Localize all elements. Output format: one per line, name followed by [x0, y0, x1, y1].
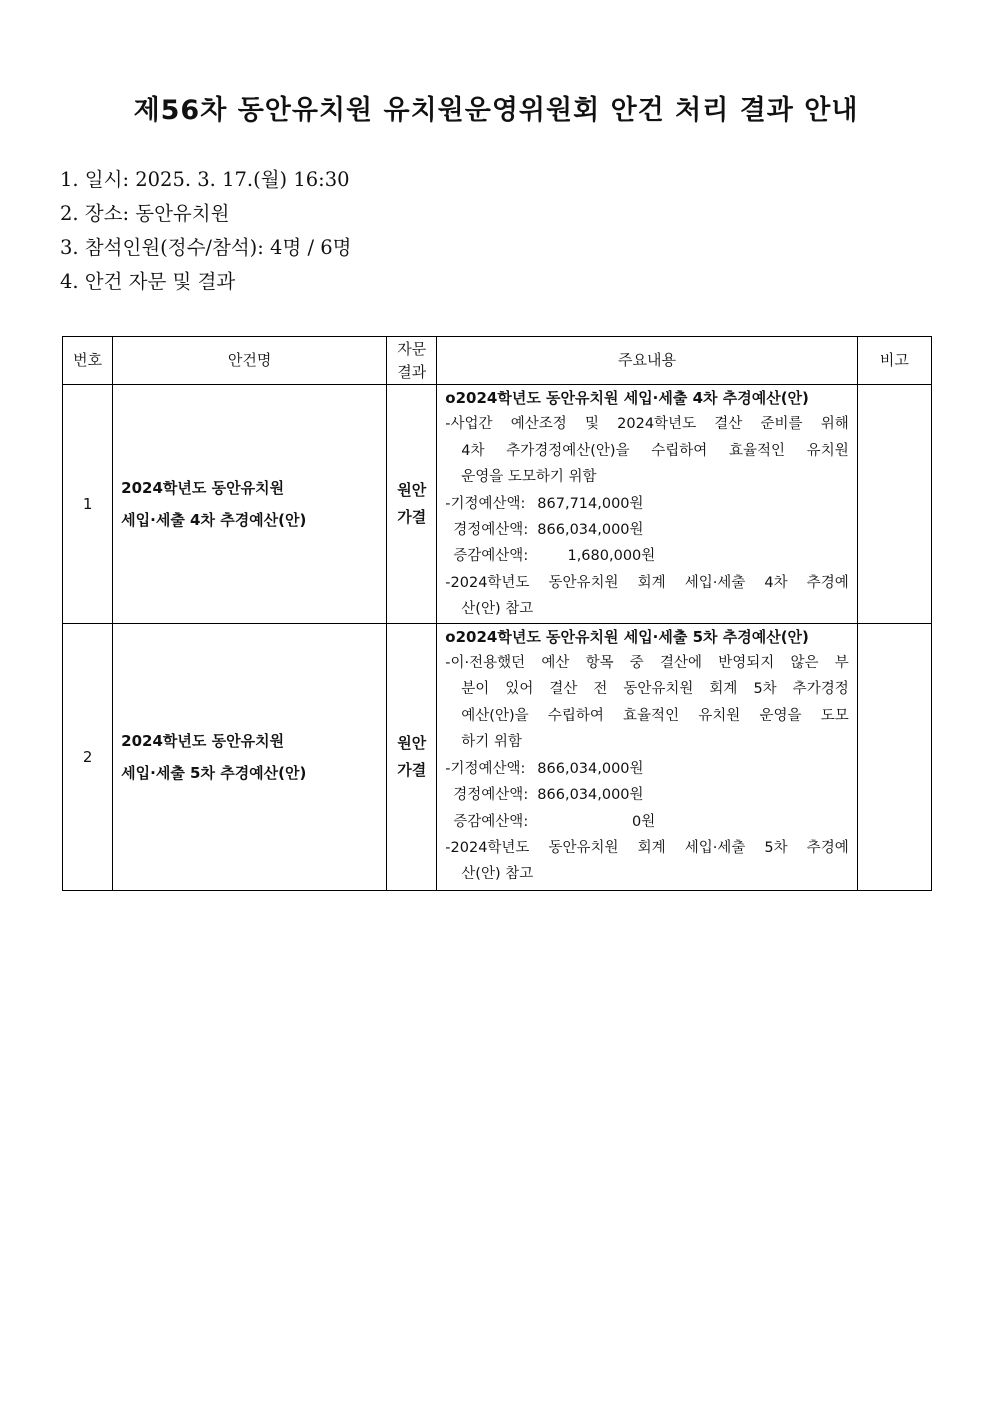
main-purpose-line: 분이 있어 결산 전 동안유치원 회계 5차 추가경정: [461, 681, 849, 698]
header-result-line1: 자문: [397, 339, 427, 358]
row-agenda-name: [113, 623, 387, 890]
agenda-table: [62, 336, 932, 891]
amount-value: 866,034,000원: [537, 760, 644, 777]
agenda-name-line1: 2024학년도 동안유치원: [121, 478, 285, 497]
agenda-name-line2: 세입·세출 4차 추경예산(안): [121, 510, 307, 529]
amount-value: 866,034,000원: [537, 787, 644, 804]
row-note: [857, 385, 931, 624]
row-result: [387, 623, 437, 890]
amount-line: [445, 491, 848, 517]
amount-line: [445, 809, 848, 835]
amount-line: [445, 517, 848, 543]
amount-label: 경정예산액:: [453, 787, 529, 804]
agenda-name-line2: 세입·세출 5차 추경예산(안): [121, 763, 307, 782]
row-no: 2: [63, 623, 113, 890]
info-agenda: 4. 안건 자문 및 결과: [60, 270, 236, 293]
main-purpose-line: 4차 추가경정예산(안)을 수립하여 효율적인 유치원: [461, 442, 849, 459]
result-line1: 원안: [397, 480, 427, 499]
agenda-name-line1: 2024학년도 동안유치원: [121, 731, 285, 750]
amount-label: 증감예산액:: [453, 813, 529, 830]
row-main-content: [437, 385, 857, 624]
main-purpose-line: 운영을 도모하기 위함: [461, 469, 597, 486]
header-result: [387, 337, 437, 385]
main-reference-line: -2024학년도 동안유치원 회계 세입·세출 4차 추경예: [445, 574, 849, 591]
header-name: 안건명: [113, 337, 387, 385]
result-line1: 원안: [397, 733, 427, 752]
table-header-row: [63, 337, 932, 385]
info-attendance: 3. 참석인원(정수/참석): 4명 / 6명: [60, 236, 352, 259]
row-agenda-name: [113, 385, 387, 624]
amount-line: [445, 782, 848, 808]
header-note: 비고: [857, 337, 931, 385]
main-purpose-line: 예산(안)을 수립하여 효율적인 유치원 운영을 도모: [461, 707, 849, 724]
amount-value: 1,680,000원: [567, 548, 656, 565]
row-no: 1: [63, 385, 113, 624]
main-purpose-line: 하기 위함: [461, 734, 522, 751]
row-note: [857, 623, 931, 890]
amount-label: 경정예산액:: [453, 522, 529, 539]
amount-value: 866,034,000원: [537, 522, 644, 539]
main-purpose-line: -사업간 예산조정 및 2024학년도 결산 준비를 위해: [445, 416, 849, 433]
amount-label: -기정예산액:: [445, 760, 526, 777]
main-reference-line: 산(안) 참고: [461, 601, 534, 618]
amount-value: 867,714,000원: [537, 495, 644, 512]
header-no: 번호: [63, 337, 113, 385]
amount-line: [445, 756, 848, 782]
result-line2: 가결: [397, 760, 427, 779]
main-reference-line: -2024학년도 동안유치원 회계 세입·세출 5차 추경예: [445, 839, 849, 856]
row-result: [387, 385, 437, 624]
header-result-line2: 결과: [397, 362, 427, 381]
amount-value: 0원: [632, 813, 656, 830]
table-row: [63, 385, 932, 624]
row-main-content: [437, 623, 857, 890]
amount-line: [445, 543, 848, 569]
result-line2: 가결: [397, 507, 427, 526]
info-date: 1. 일시: 2025. 3. 17.(월) 16:30: [60, 168, 350, 191]
table-row: [63, 623, 932, 890]
main-reference-line: 산(안) 참고: [461, 866, 534, 883]
meeting-info: [60, 163, 352, 299]
info-place: 2. 장소: 동안유치원: [60, 202, 230, 225]
document-title: 제56차 동안유치원 유치원운영위원회 안건 처리 결과 안내: [133, 95, 859, 126]
main-heading: o2024학년도 동안유치원 세입·세출 5차 추경예산(안): [445, 627, 809, 646]
main-heading: o2024학년도 동안유치원 세입·세출 4차 추경예산(안): [445, 389, 809, 407]
amount-label: -기정예산액:: [445, 495, 526, 512]
main-purpose-line: -이·전용했던 예산 항목 중 결산에 반영되지 않은 부: [445, 655, 849, 672]
header-main: 주요내용: [437, 337, 857, 385]
amount-label: 증감예산액:: [453, 548, 529, 565]
